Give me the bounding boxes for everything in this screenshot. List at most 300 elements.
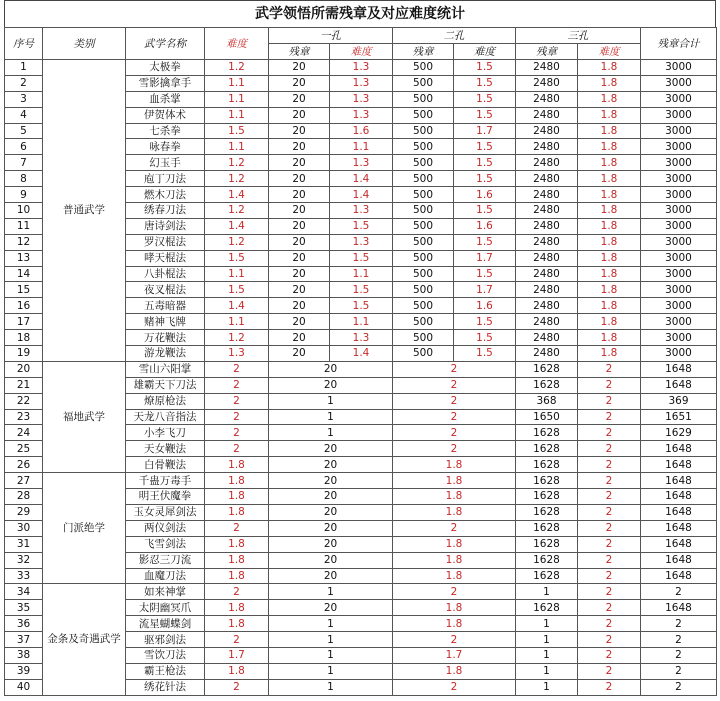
header-slot1: 一孔 [269, 28, 393, 44]
slot2-fragments: 500 [393, 139, 454, 155]
slot3-fragments: 1628 [516, 552, 578, 568]
slot1-fragments: 20 [269, 107, 330, 123]
row-index: 38 [5, 647, 43, 663]
skill-name: 千蛊万毒手 [126, 473, 205, 489]
slot1-difficulty: 1.6 [330, 123, 393, 139]
fragments-total: 2 [641, 584, 717, 600]
slot2-difficulty: 1.8 [393, 600, 516, 616]
stats-table [4, 27, 717, 696]
slot1-fragments: 20 [269, 457, 393, 473]
slot2-difficulty: 1.8 [393, 536, 516, 552]
slot3-fragments: 2480 [516, 346, 578, 362]
skill-difficulty: 1.4 [205, 218, 269, 234]
slot2-fragments: 500 [393, 91, 454, 107]
row-index: 4 [5, 107, 43, 123]
slot3-difficulty: 1.8 [578, 282, 641, 298]
skill-name: 七杀拳 [126, 123, 205, 139]
slot1-fragments: 20 [269, 139, 330, 155]
slot3-fragments: 2480 [516, 91, 578, 107]
fragments-total: 2 [641, 679, 717, 695]
fragments-total: 1648 [641, 361, 717, 377]
fragments-total: 1648 [641, 473, 717, 489]
fragments-total: 1648 [641, 457, 717, 473]
fragments-total: 3000 [641, 314, 717, 330]
slot1-difficulty: 1.4 [330, 346, 393, 362]
category-cell: 普通武学 [43, 60, 126, 362]
slot3-difficulty: 1.8 [578, 298, 641, 314]
skill-name: 夜叉棍法 [126, 282, 205, 298]
slot1-difficulty: 1.4 [330, 171, 393, 187]
slot1-fragments: 1 [269, 393, 393, 409]
slot3-fragments: 2480 [516, 330, 578, 346]
skill-name: 赌神飞牌 [126, 314, 205, 330]
fragments-total: 1648 [641, 600, 717, 616]
skill-difficulty: 1.8 [205, 568, 269, 584]
slot3-difficulty: 2 [578, 647, 641, 663]
slot3-fragments: 2480 [516, 60, 578, 76]
slot3-fragments: 1650 [516, 409, 578, 425]
slot2-fragments: 500 [393, 266, 454, 282]
row-index: 34 [5, 584, 43, 600]
skill-name: 游龙鞭法 [126, 346, 205, 362]
skill-difficulty: 1.8 [205, 504, 269, 520]
skill-difficulty: 2 [205, 425, 269, 441]
slot2-fragments: 500 [393, 123, 454, 139]
skill-difficulty: 2 [205, 377, 269, 393]
row-index: 1 [5, 60, 43, 76]
skill-difficulty: 1.1 [205, 91, 269, 107]
slot2-difficulty: 1.8 [393, 616, 516, 632]
row-index: 6 [5, 139, 43, 155]
skill-difficulty: 2 [205, 520, 269, 536]
skill-difficulty: 1.2 [205, 203, 269, 219]
row-index: 33 [5, 568, 43, 584]
skill-difficulty: 1.4 [205, 187, 269, 203]
slot3-fragments: 1628 [516, 489, 578, 505]
skill-difficulty: 2 [205, 441, 269, 457]
skill-name: 雪山六阳掌 [126, 361, 205, 377]
slot2-difficulty: 2 [393, 679, 516, 695]
row-index: 37 [5, 632, 43, 648]
fragments-total: 3000 [641, 266, 717, 282]
slot3-fragments: 2480 [516, 187, 578, 203]
slot3-fragments: 2480 [516, 123, 578, 139]
skill-name: 血魔刀法 [126, 568, 205, 584]
slot3-fragments: 2480 [516, 107, 578, 123]
fragments-total: 3000 [641, 203, 717, 219]
slot1-difficulty: 1.3 [330, 330, 393, 346]
slot2-difficulty: 1.5 [454, 155, 516, 171]
skill-name: 幻玉手 [126, 155, 205, 171]
slot1-fragments: 1 [269, 616, 393, 632]
slot2-difficulty: 1.6 [454, 187, 516, 203]
skill-difficulty: 1.4 [205, 298, 269, 314]
fragments-total: 1651 [641, 409, 717, 425]
fragments-total: 3000 [641, 171, 717, 187]
slot3-fragments: 1 [516, 647, 578, 663]
skill-difficulty: 1.8 [205, 600, 269, 616]
slot1-difficulty: 1.3 [330, 203, 393, 219]
fragments-total: 3000 [641, 60, 717, 76]
slot1-fragments: 1 [269, 632, 393, 648]
slot3-difficulty: 1.8 [578, 203, 641, 219]
slot2-difficulty: 1.7 [454, 250, 516, 266]
slot3-difficulty: 2 [578, 504, 641, 520]
slot2-difficulty: 2 [393, 409, 516, 425]
slot3-fragments: 2480 [516, 139, 578, 155]
skill-difficulty: 2 [205, 409, 269, 425]
row-index: 12 [5, 234, 43, 250]
skill-name: 如来神掌 [126, 584, 205, 600]
fragments-total: 1629 [641, 425, 717, 441]
skill-name: 咏春拳 [126, 139, 205, 155]
skill-difficulty: 1.1 [205, 107, 269, 123]
slot1-difficulty: 1.3 [330, 234, 393, 250]
fragments-total: 3000 [641, 139, 717, 155]
skill-difficulty: 1.2 [205, 155, 269, 171]
fragments-total: 3000 [641, 107, 717, 123]
slot3-difficulty: 2 [578, 568, 641, 584]
row-index: 28 [5, 489, 43, 505]
slot3-fragments: 2480 [516, 250, 578, 266]
row-index: 14 [5, 266, 43, 282]
slot1-difficulty: 1.4 [330, 187, 393, 203]
skill-difficulty: 2 [205, 393, 269, 409]
slot3-difficulty: 2 [578, 441, 641, 457]
slot2-fragments: 500 [393, 298, 454, 314]
slot1-fragments: 20 [269, 346, 330, 362]
skill-difficulty: 1.1 [205, 314, 269, 330]
slot3-difficulty: 1.8 [578, 187, 641, 203]
slot3-difficulty: 1.8 [578, 234, 641, 250]
slot3-difficulty: 2 [578, 361, 641, 377]
slot3-difficulty: 2 [578, 536, 641, 552]
category-cell: 金条及奇遇武学 [43, 584, 126, 695]
slot1-fragments: 20 [269, 75, 330, 91]
slot3-fragments: 2480 [516, 234, 578, 250]
fragments-total: 3000 [641, 218, 717, 234]
skill-difficulty: 1.8 [205, 536, 269, 552]
slot3-fragments: 2480 [516, 266, 578, 282]
row-index: 11 [5, 218, 43, 234]
row-index: 17 [5, 314, 43, 330]
slot2-fragments: 500 [393, 60, 454, 76]
slot2-fragments: 500 [393, 330, 454, 346]
slot2-difficulty: 1.5 [454, 234, 516, 250]
slot3-difficulty: 1.8 [578, 155, 641, 171]
row-index: 22 [5, 393, 43, 409]
slot3-fragments: 1628 [516, 536, 578, 552]
slot1-difficulty: 1.5 [330, 218, 393, 234]
skill-difficulty: 1.8 [205, 489, 269, 505]
skill-name: 白骨鞭法 [126, 457, 205, 473]
slot3-difficulty: 2 [578, 552, 641, 568]
fragments-total: 1648 [641, 536, 717, 552]
slot1-fragments: 1 [269, 679, 393, 695]
slot3-difficulty: 1.8 [578, 171, 641, 187]
skill-difficulty: 1.5 [205, 282, 269, 298]
slot1-fragments: 20 [269, 171, 330, 187]
skill-difficulty: 2 [205, 361, 269, 377]
row-index: 19 [5, 346, 43, 362]
slot3-fragments: 1628 [516, 600, 578, 616]
slot1-fragments: 20 [269, 520, 393, 536]
slot1-fragments: 20 [269, 123, 330, 139]
slot3-fragments: 2480 [516, 282, 578, 298]
slot2-difficulty: 1.5 [454, 266, 516, 282]
fragments-total: 369 [641, 393, 717, 409]
slot3-difficulty: 2 [578, 489, 641, 505]
row-index: 8 [5, 171, 43, 187]
slot1-difficulty: 1.3 [330, 75, 393, 91]
skill-difficulty: 1.3 [205, 346, 269, 362]
slot3-fragments: 2480 [516, 203, 578, 219]
slot1-fragments: 20 [269, 60, 330, 76]
header-slot1-fragments: 残章 [269, 44, 330, 60]
slot3-difficulty: 1.8 [578, 266, 641, 282]
header-total: 残章合计 [641, 28, 717, 60]
fragments-total: 2 [641, 632, 717, 648]
skill-name: 两仪剑法 [126, 520, 205, 536]
slot1-fragments: 20 [269, 298, 330, 314]
sheet-title: 武学领悟所需残章及对应难度统计 [4, 0, 716, 27]
slot1-difficulty: 1.1 [330, 314, 393, 330]
slot3-difficulty: 2 [578, 473, 641, 489]
row-index: 23 [5, 409, 43, 425]
skill-name: 太阴幽冥爪 [126, 600, 205, 616]
slot3-fragments: 2480 [516, 314, 578, 330]
slot3-difficulty: 2 [578, 584, 641, 600]
slot2-difficulty: 1.8 [393, 504, 516, 520]
row-index: 24 [5, 425, 43, 441]
skill-difficulty: 1.8 [205, 663, 269, 679]
slot1-fragments: 20 [269, 568, 393, 584]
skill-difficulty: 1.8 [205, 552, 269, 568]
fragments-total: 3000 [641, 330, 717, 346]
slot1-fragments: 20 [269, 473, 393, 489]
slot3-fragments: 2480 [516, 298, 578, 314]
slot3-difficulty: 1.8 [578, 91, 641, 107]
row-index: 32 [5, 552, 43, 568]
slot1-difficulty: 1.3 [330, 155, 393, 171]
slot3-difficulty: 2 [578, 663, 641, 679]
row-index: 29 [5, 504, 43, 520]
skill-name: 流星蝴蝶剑 [126, 616, 205, 632]
header-slot2-difficulty: 难度 [454, 44, 516, 60]
row-index: 36 [5, 616, 43, 632]
row-index: 5 [5, 123, 43, 139]
slot2-difficulty: 2 [393, 361, 516, 377]
slot2-fragments: 500 [393, 234, 454, 250]
table-body [5, 60, 717, 696]
row-index: 7 [5, 155, 43, 171]
skill-difficulty: 1.7 [205, 647, 269, 663]
slot2-difficulty: 2 [393, 425, 516, 441]
slot2-difficulty: 2 [393, 393, 516, 409]
slot1-fragments: 20 [269, 91, 330, 107]
slot3-difficulty: 2 [578, 632, 641, 648]
skill-name: 霸王枪法 [126, 663, 205, 679]
slot3-fragments: 1 [516, 616, 578, 632]
row-index: 30 [5, 520, 43, 536]
slot1-fragments: 1 [269, 647, 393, 663]
skill-name: 燎原枪法 [126, 393, 205, 409]
skill-name: 万花鞭法 [126, 330, 205, 346]
slot1-difficulty: 1.1 [330, 139, 393, 155]
skill-difficulty: 1.8 [205, 457, 269, 473]
slot2-difficulty: 1.7 [393, 647, 516, 663]
skill-difficulty: 1.8 [205, 473, 269, 489]
skill-name: 玉女灵犀剑法 [126, 504, 205, 520]
skill-name: 飞雪剑法 [126, 536, 205, 552]
fragments-total: 3000 [641, 298, 717, 314]
skill-name: 小李飞刀 [126, 425, 205, 441]
slot1-fragments: 20 [269, 266, 330, 282]
skill-name: 绣花针法 [126, 679, 205, 695]
row-index: 25 [5, 441, 43, 457]
slot2-fragments: 500 [393, 282, 454, 298]
header-index: 序号 [5, 28, 43, 60]
slot3-difficulty: 2 [578, 377, 641, 393]
slot2-difficulty: 1.6 [454, 218, 516, 234]
fragments-total: 2 [641, 647, 717, 663]
slot3-fragments: 368 [516, 393, 578, 409]
slot2-difficulty: 1.5 [454, 203, 516, 219]
header-slot3-difficulty: 难度 [578, 44, 641, 60]
skill-name: 血杀掌 [126, 91, 205, 107]
slot1-fragments: 20 [269, 552, 393, 568]
row-index: 9 [5, 187, 43, 203]
slot2-difficulty: 2 [393, 377, 516, 393]
skill-difficulty: 2 [205, 584, 269, 600]
table-row [5, 473, 717, 489]
slot3-fragments: 1628 [516, 425, 578, 441]
slot3-difficulty: 1.8 [578, 218, 641, 234]
row-index: 21 [5, 377, 43, 393]
category-cell: 门派绝学 [43, 473, 126, 584]
row-index: 40 [5, 679, 43, 695]
slot2-difficulty: 1.5 [454, 139, 516, 155]
skill-name: 五毒暗器 [126, 298, 205, 314]
slot3-fragments: 1628 [516, 473, 578, 489]
fragments-total: 1648 [641, 520, 717, 536]
fragments-total: 3000 [641, 155, 717, 171]
row-index: 35 [5, 600, 43, 616]
slot1-fragments: 20 [269, 441, 393, 457]
slot3-difficulty: 2 [578, 520, 641, 536]
header-category: 类别 [43, 28, 126, 60]
slot2-difficulty: 2 [393, 584, 516, 600]
row-index: 13 [5, 250, 43, 266]
slot3-difficulty: 1.8 [578, 250, 641, 266]
skill-difficulty: 1.8 [205, 616, 269, 632]
slot3-difficulty: 1.8 [578, 107, 641, 123]
slot3-fragments: 1628 [516, 568, 578, 584]
row-index: 2 [5, 75, 43, 91]
skill-difficulty: 1.2 [205, 171, 269, 187]
skill-difficulty: 1.1 [205, 266, 269, 282]
row-index: 31 [5, 536, 43, 552]
skill-name: 雪饮刀法 [126, 647, 205, 663]
slot2-difficulty: 2 [393, 520, 516, 536]
row-index: 20 [5, 361, 43, 377]
slot2-difficulty: 1.5 [454, 91, 516, 107]
slot3-fragments: 1628 [516, 457, 578, 473]
slot2-difficulty: 1.5 [454, 107, 516, 123]
slot1-fragments: 20 [269, 250, 330, 266]
slot3-fragments: 1 [516, 584, 578, 600]
skill-name: 驱邪剑法 [126, 632, 205, 648]
slot2-difficulty: 2 [393, 441, 516, 457]
skill-name: 八卦棍法 [126, 266, 205, 282]
slot1-fragments: 20 [269, 330, 330, 346]
category-cell: 福地武学 [43, 361, 126, 472]
table-row [5, 361, 717, 377]
slot2-difficulty: 1.8 [393, 663, 516, 679]
slot1-difficulty: 1.5 [330, 282, 393, 298]
slot1-fragments: 1 [269, 409, 393, 425]
skill-name: 唐诗剑法 [126, 218, 205, 234]
row-index: 10 [5, 203, 43, 219]
fragments-total: 3000 [641, 75, 717, 91]
fragments-total: 3000 [641, 346, 717, 362]
row-index: 3 [5, 91, 43, 107]
skill-name: 影忍三刀流 [126, 552, 205, 568]
skill-name: 天女鞭法 [126, 441, 205, 457]
skill-name: 太极拳 [126, 60, 205, 76]
slot3-difficulty: 1.8 [578, 123, 641, 139]
stats-sheet [4, 0, 716, 696]
slot2-difficulty: 1.8 [393, 457, 516, 473]
slot3-fragments: 1628 [516, 520, 578, 536]
skill-difficulty: 1.5 [205, 123, 269, 139]
skill-name: 哮天棍法 [126, 250, 205, 266]
slot3-fragments: 1 [516, 632, 578, 648]
row-index: 16 [5, 298, 43, 314]
slot2-difficulty: 1.6 [454, 298, 516, 314]
header-slot2: 二孔 [393, 28, 516, 44]
header-name: 武学名称 [126, 28, 205, 60]
slot3-difficulty: 2 [578, 457, 641, 473]
skill-difficulty: 1.1 [205, 75, 269, 91]
skill-difficulty: 1.1 [205, 139, 269, 155]
skill-difficulty: 2 [205, 632, 269, 648]
skill-name: 雪影擒拿手 [126, 75, 205, 91]
fragments-total: 3000 [641, 123, 717, 139]
slot3-fragments: 1 [516, 663, 578, 679]
fragments-total: 1648 [641, 568, 717, 584]
slot1-fragments: 20 [269, 187, 330, 203]
skill-name: 明王伏魔拳 [126, 489, 205, 505]
slot2-difficulty: 2 [393, 632, 516, 648]
slot3-fragments: 1628 [516, 377, 578, 393]
slot2-difficulty: 1.8 [393, 489, 516, 505]
header-difficulty: 难度 [205, 28, 269, 60]
skill-difficulty: 1.2 [205, 234, 269, 250]
slot3-fragments: 2480 [516, 171, 578, 187]
header-slot3-fragments: 残章 [516, 44, 578, 60]
fragments-total: 3000 [641, 91, 717, 107]
slot2-difficulty: 1.5 [454, 330, 516, 346]
slot1-fragments: 1 [269, 584, 393, 600]
slot3-difficulty: 2 [578, 616, 641, 632]
slot3-fragments: 1628 [516, 504, 578, 520]
slot1-fragments: 20 [269, 234, 330, 250]
fragments-total: 1648 [641, 377, 717, 393]
fragments-total: 3000 [641, 250, 717, 266]
slot1-fragments: 20 [269, 361, 393, 377]
slot2-fragments: 500 [393, 218, 454, 234]
